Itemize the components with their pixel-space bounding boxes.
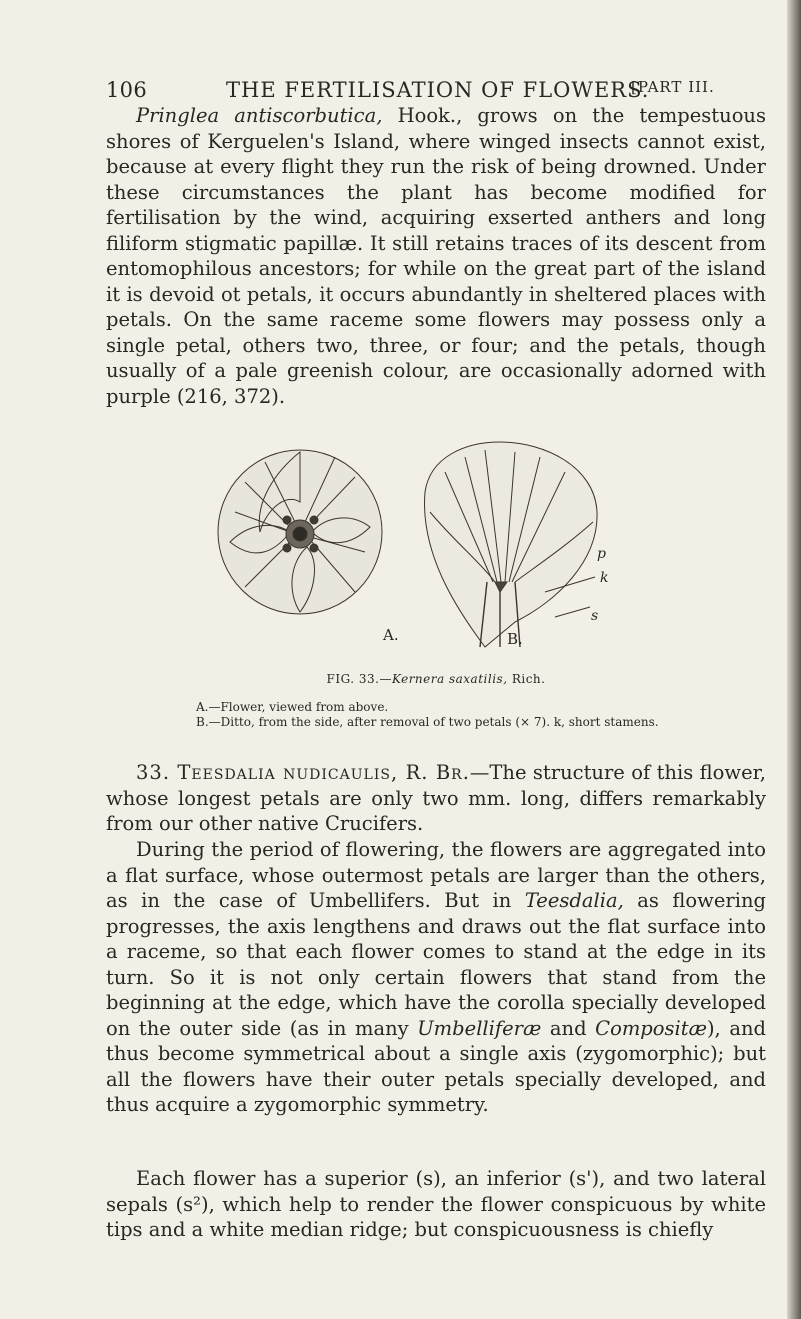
caption-suffix: Rich. bbox=[507, 672, 546, 686]
figure-caption-title bbox=[106, 672, 766, 687]
paragraph-pringlea bbox=[106, 103, 766, 409]
paragraph-text: —The structure of this flower, whose longest petals are only two mm. long, differs remarkably from our other native Crucifers. bbox=[106, 761, 766, 835]
running-title: THE FERTILISATION OF FLOWERS. bbox=[226, 78, 650, 102]
figure-label-b: B. bbox=[507, 630, 523, 648]
section-heading: 33. Teesdalia nudicaulis, R. Br. bbox=[136, 761, 470, 784]
paragraph-text: as flowering progresses, the axis lengthens and draws out the flat surface into a raceme, so that each flower comes to stand at the edge in its turn. So it is not only certain flowers that stand from the beginning at the edge, which have the corolla specially developed on the outer side (as in many bbox=[106, 889, 767, 1040]
figure-label-a: A. bbox=[383, 626, 399, 644]
paragraph-text: and bbox=[541, 1016, 596, 1040]
part-label: [PART III. bbox=[631, 78, 715, 96]
italic-term: Umbelliferæ bbox=[417, 1016, 542, 1040]
flower-b-illustration bbox=[425, 442, 598, 647]
paragraph-text: During the period of flowering, the flowers are aggregated into a flat surface, whose outermost petals are larger than the others, as in the case of Umbellifers. But in bbox=[106, 838, 766, 912]
flower-a-illustration bbox=[218, 450, 382, 614]
italic-term: Compositæ bbox=[595, 1016, 707, 1040]
genus-name: Pringlea antiscorbutica, bbox=[136, 104, 383, 127]
paragraph-sepals: Each flower has a superior (s), an inferior (s'), and two lateral sepals (s²), which help to render the flower conspicuous by white tips and a white median ridge; but conspicuousness is chiefly bbox=[106, 1167, 766, 1241]
caption-prefix: FIG. 33.— bbox=[326, 672, 392, 686]
figure-drawing bbox=[215, 432, 615, 652]
paragraph-text: Hook., grows on the tempestuous shores of Kerguelen's Island, where winged insects cannot exist, because at every flight they run the risk of being drowned. Under these circumstances the plant has become modified for fertilisation by the wind, acquiring exserted anthers and long filiform stigmatic papillæ. It still retains traces of its descent from entomophilous ancestors; for while on the great part of the island it is devoid ot petals, it occurs abundantly in sheltered places with petals. On the same raceme some flowers may possess only a single petal, others two, three, or four; and the petals, though usually of a pale greenish colour, are occasionally adorned with purple (216, 372). bbox=[106, 104, 767, 408]
figure-caption-a: A.—Flower, viewed from above. bbox=[196, 700, 389, 714]
figure-kernera bbox=[215, 432, 615, 652]
figure-label-k: k bbox=[600, 570, 609, 586]
paragraph-text: ), and thus become symmetrical about a single axis (zygomorphic); but all the flowers have their outer petals specially developed, and thus acquire a zygomorphic symmetry. bbox=[106, 1016, 766, 1116]
page-number: 106 bbox=[106, 78, 147, 102]
italic-term: Teesdalia, bbox=[524, 889, 624, 912]
figure-caption-b: B.—Ditto, from the side, after removal of two petals (× 7). k, short stamens. bbox=[196, 715, 659, 729]
figure-label-s: s bbox=[591, 608, 599, 624]
figure-label-p: p bbox=[597, 546, 606, 562]
paragraph-flowering bbox=[106, 837, 766, 1118]
caption-species: Kernera saxatilis, bbox=[391, 672, 508, 686]
page-edge bbox=[787, 0, 801, 1319]
paragraph-teesdalia-heading bbox=[106, 760, 766, 837]
